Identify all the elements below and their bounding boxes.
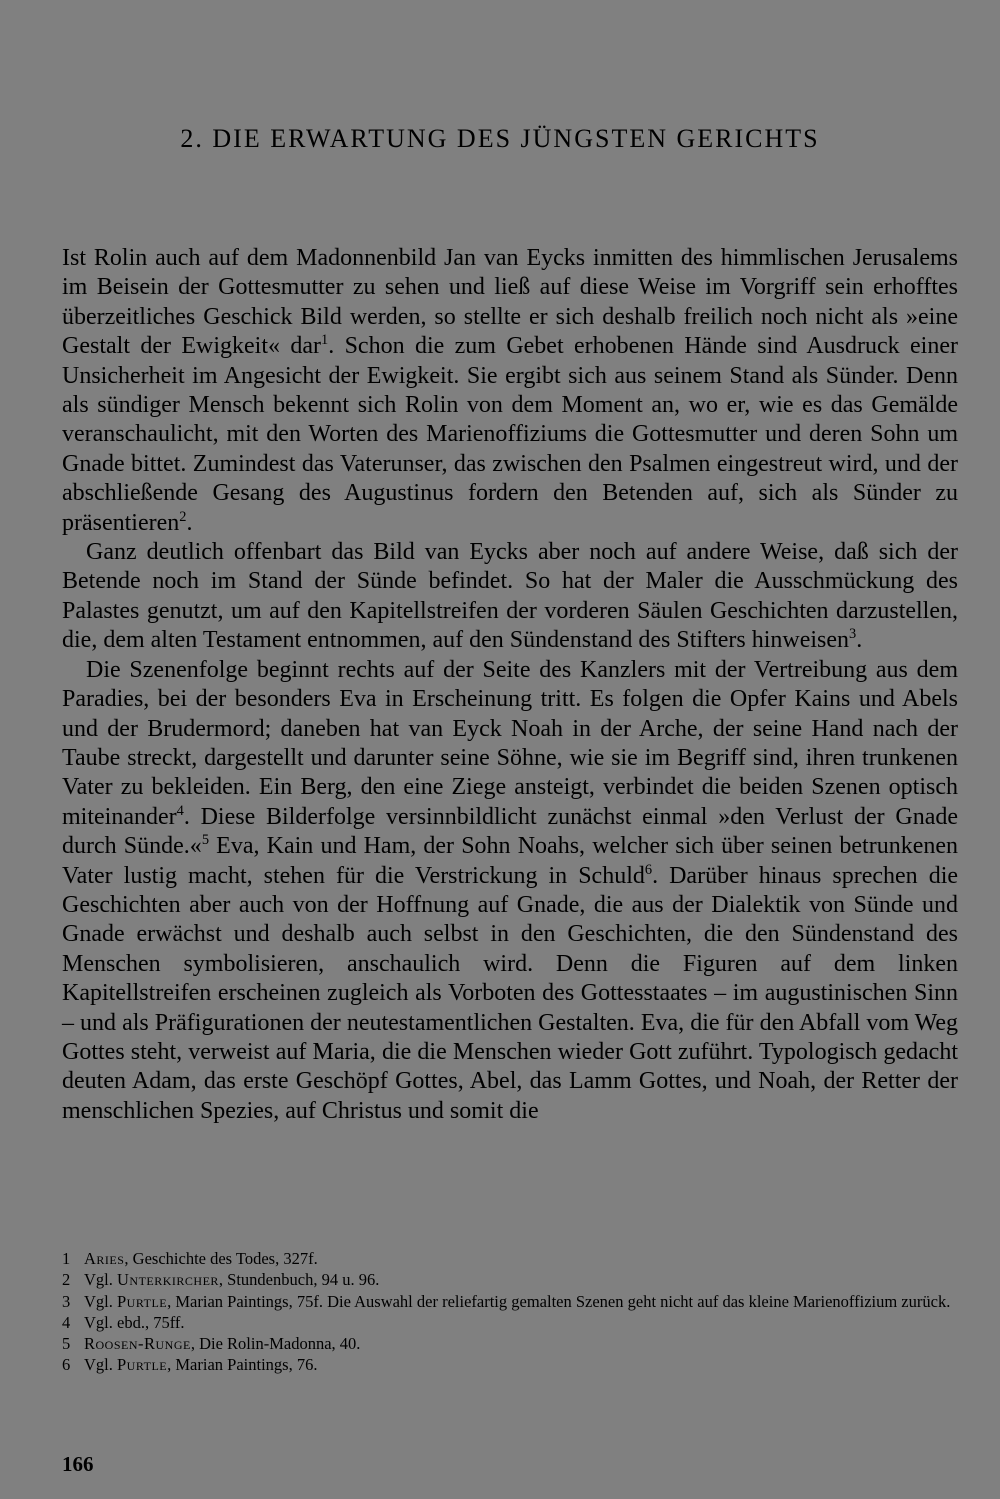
footnote-text: Vgl. ebd., 75ff.: [84, 1312, 185, 1332]
footnote-number: 3: [62, 1291, 71, 1311]
footnote-number: 1: [62, 1249, 71, 1268]
footnote-prefix: Vgl.: [84, 1355, 117, 1375]
footnote-text: [84, 1248, 958, 1269]
footnote-body: , Marian Paintings, 76.: [167, 1355, 318, 1375]
footnote-number: 6: [62, 1355, 71, 1375]
footnote-author: Purtle: [117, 1355, 168, 1375]
footnote-number: 2: [62, 1270, 71, 1290]
paragraph-3: [62, 656, 958, 1127]
paragraph-3-text-a: Die Szenenfolge beginnt rechts auf der Seite des Kanzlers mit der Vertreibung aus dem Paradies, bei der besonders Eva in Erscheinung tritt. Es folgen die Opfer Kains und Abels und der Brudermord; daneben hat van Eyck Noah in der Arche, der seine Hand nach der Taube streckt, dargestellt und darunter seine Söhne, wie sie im Begriff sind, ihren trunkenen Vater zu bekleiden. Ein Berg, den eine Ziege ansteigt, verbindet die beiden Szenen optisch miteinander: [62, 656, 958, 830]
footnote-author: Purtle: [117, 1291, 168, 1311]
footnote-3: [62, 1291, 958, 1312]
footnote-ref-1: 1: [321, 332, 329, 349]
footnote-body: , Geschichte des Todes, 327f.: [124, 1249, 318, 1268]
footnote-author: Unterkircher: [117, 1270, 219, 1290]
footnote-ref-4: 4: [176, 802, 184, 819]
paragraph-3-text-b: . Diese Bilderfolge versinnbildlicht zunächst einmal »den Verlust der Gnade durch Sünde.«: [62, 803, 958, 860]
paragraph-3-text-d: . Darüber hinaus sprechen die Geschichten aber auch von der Hoffnung auf Gnade, die aus der Dialektik von Sünde und Gnade erwächst und deshalb auch selbst in den Geschichten, die den Sündenstand des Menschen symbolisieren, anschaulich wird. Denn die Figuren auf dem linken Kapitellstreifen erscheinen zugleich als Vorboten des Gottesstaates – im augustinischen Sinn – und als Präfigurationen der neutestamentlichen Gestalten. Eva, die für den Abfall vom Weg Gottes steht, verweist auf Maria, die die Menschen wieder Gott zuführt. Typologisch gedacht deuten Adam, das erste Geschöpf Gottes, Abel, das Lamm Gottes, und Noah, der Retter der menschlichen Spezies, auf Christus und somit die: [62, 862, 959, 1124]
footnote-6: [62, 1354, 958, 1375]
footnotes: [62, 1248, 958, 1376]
paragraph-1-text-a: Ist Rolin auch auf dem Madonnenbild Jan van Eycks inmitten des himmlischen Jerusalems im Beisein der Gottesmutter zu sehen und ließ auf diese Weise im Vorgriff sein erhofftes überzeitliches Geschick Bild werden, so stellte er sich deshalb freilich noch nicht als »eine Gestalt der Ewigkeit« dar: [62, 245, 958, 360]
paragraph-2-text-a: Ganz deutlich offenbart das Bild van Eycks aber noch auf andere Weise, daß sich der Betende noch im Stand der Sünde befindet. So hat der Maler die Ausschmückung des Palastes genutzt, um auf den Kapitellstreifen der vorderen Säulen Geschichten darzustellen, die, dem alten Testament entnommen, auf den Sündenstand des Stifters hinweisen: [62, 539, 958, 654]
body-text: [62, 244, 958, 1126]
paragraph-1: [62, 244, 958, 538]
paragraph-2: [62, 538, 958, 656]
footnote-number: 5: [62, 1334, 71, 1354]
footnote-text: [84, 1354, 958, 1375]
footnote-prefix: Vgl.: [84, 1291, 117, 1311]
footnote-author: Roosen-Runge: [84, 1334, 191, 1354]
footnote-ref-3: 3: [849, 626, 857, 643]
footnote-body: , Marian Paintings, 75f. Die Auswahl der reliefartig gemalten Szenen geht nicht auf das kleine Marienoffizium zurück.: [167, 1291, 951, 1311]
footnote-author: Aries: [84, 1249, 125, 1268]
page-number: 166: [62, 1452, 94, 1476]
footnote-text: [84, 1269, 958, 1290]
footnote-2: [62, 1269, 958, 1290]
footnote-text: [84, 1291, 958, 1312]
footnote-4: [62, 1312, 958, 1333]
footnote-ref-2: 2: [179, 508, 187, 525]
paragraph-1-text-b: . Schon die zum Gebet erhobenen Hände sind Ausdruck einer Unsicherheit im Angesicht der Ewigkeit. Sie ergibt sich aus seinem Stand als Sünder. Denn als sündiger Mensch bekennt sich Rolin von dem Moment an, wo er, wie es das Gemälde veranschaulicht, mit den Worten des Marienoffiziums die Gottesmutter und deren Sohn um Gnade bittet. Zumindest das Vaterunser, das zwischen den Psalmen eingestreut wird, und der abschließende Gesang des Augustinus fordern den Betenden auf, sich als Sünder zu präsentieren: [62, 333, 958, 536]
paragraph-2-text-b: .: [856, 627, 863, 654]
footnote-prefix: Vgl.: [84, 1270, 117, 1290]
chapter-title: 2. DIE ERWARTUNG DES JÜNGSTEN GERICHTS: [180, 124, 820, 153]
footnote-5: [62, 1333, 958, 1354]
footnote-text: [84, 1333, 958, 1354]
footnote-body: , Die Rolin-Madonna, 40.: [190, 1334, 361, 1354]
footnote-ref-6: 6: [644, 861, 653, 878]
paragraph-3-text-c: Eva, Kain und Ham, der Sohn Noahs, welcher sich über seinen betrunkenen Vater lustig macht, stehen für die Verstrickung in Schuld: [62, 833, 958, 889]
footnote-body: , Stundenbuch, 94 u. 96.: [218, 1270, 380, 1290]
footnote-1: [62, 1248, 958, 1269]
paragraph-1-text-c: .: [186, 509, 193, 536]
footnote-number: 4: [62, 1312, 71, 1332]
footnote-ref-5: 5: [201, 832, 210, 849]
